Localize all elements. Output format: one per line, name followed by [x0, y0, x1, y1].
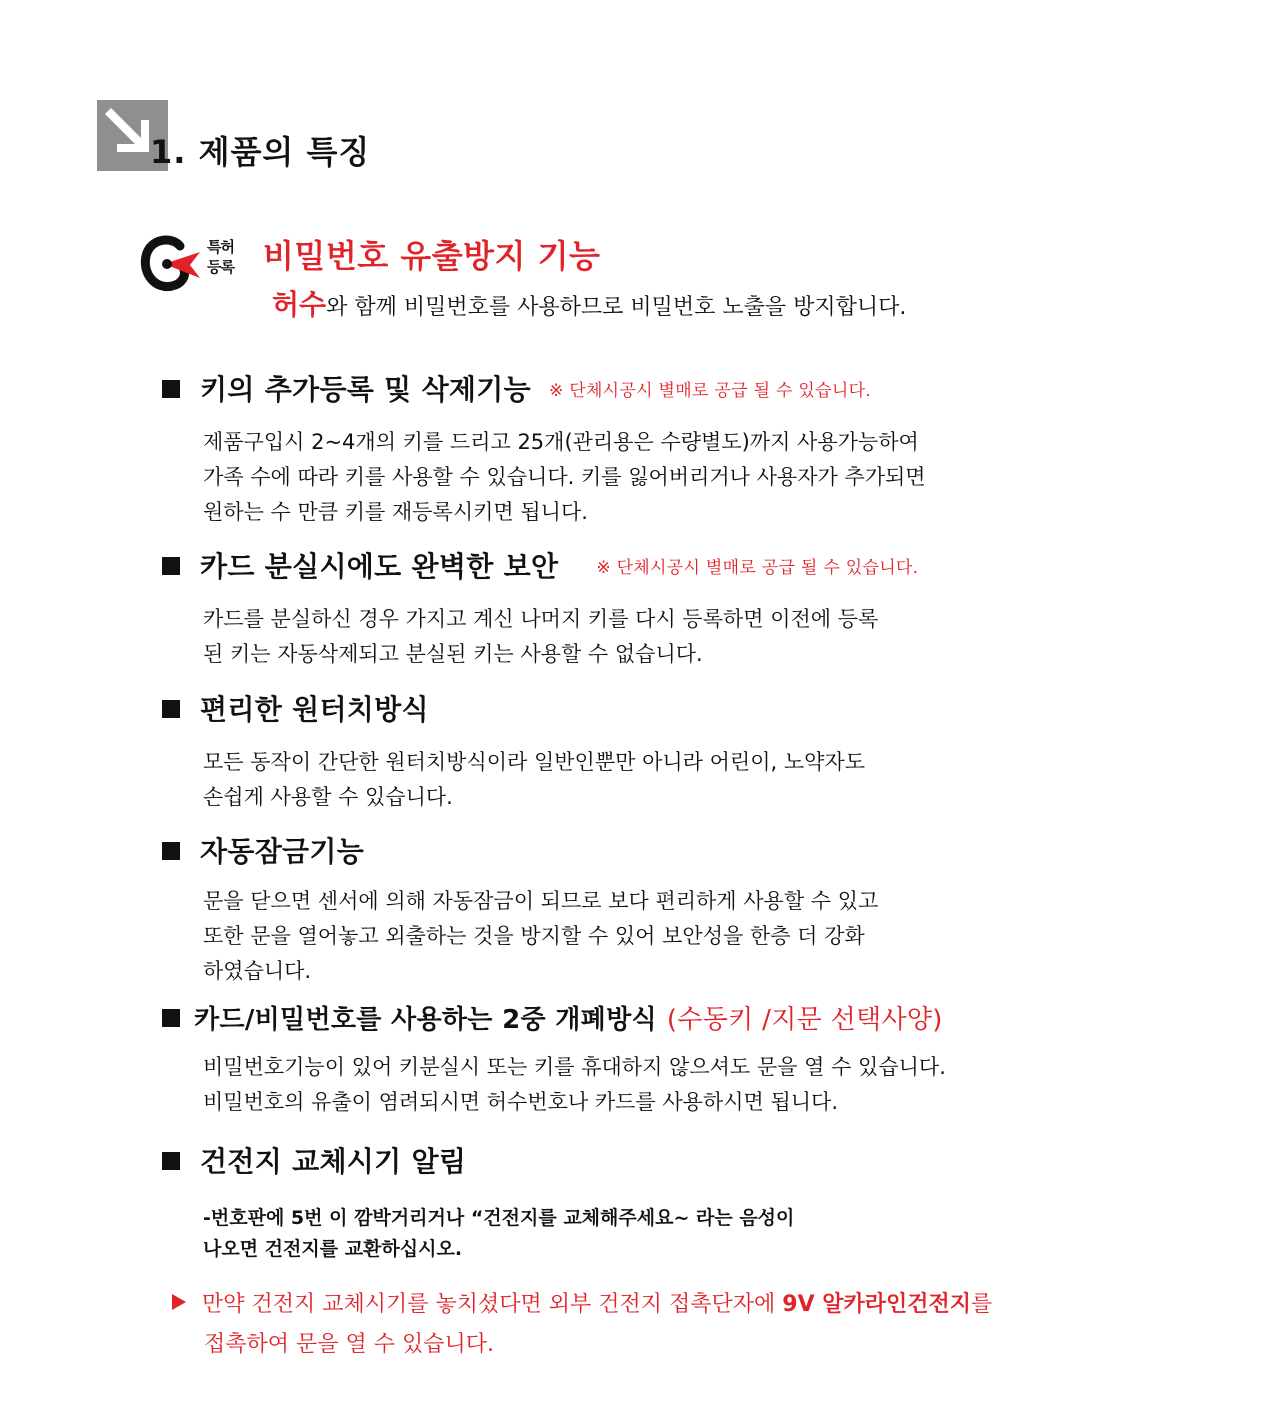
section-title: 카드/비밀번호를 사용하는 2중 개폐방식	[194, 1005, 657, 1035]
warning-text: 접촉하여 문을 열 수 있습니다.	[204, 1332, 494, 1357]
square-bullet-icon	[162, 557, 180, 575]
body-line: 원하는 수 만큼 키를 재등록시키면 됩니다.	[203, 500, 588, 524]
body-line: 하였습니다.	[203, 959, 312, 983]
patent-desc-text: 와 함께 비밀번호를 사용하므로 비밀번호 노출을 방지합니다.	[326, 295, 907, 320]
body-line: -번호판에 5번 이 깜박거리거나 “건전지를 교체해주세요~ 라는 음성이	[203, 1207, 795, 1229]
body-line: 된 키는 자동삭제되고 분실된 키는 사용할 수 없습니다.	[203, 642, 703, 666]
section-body	[203, 1203, 794, 1265]
patent-feature-desc	[272, 285, 906, 328]
section-heading	[162, 690, 429, 730]
section-title: 편리한 원터치방식	[200, 693, 429, 726]
section-heading	[162, 547, 918, 588]
section-title: 건전지 교체시기 알림	[200, 1145, 467, 1178]
section-heading	[162, 1142, 466, 1182]
warning-text: 만약 건전지 교체시기를 놓치셨다면 외부 건전지 접촉단자에	[202, 1292, 783, 1317]
section-note: ※ 단체시공시 별매로 공급 될 수 있습니다.	[596, 558, 919, 578]
patent-seal-icon	[140, 234, 202, 294]
section-heading	[162, 370, 871, 411]
warning-line	[172, 1285, 992, 1325]
section-body	[203, 425, 926, 530]
section-heading	[162, 1000, 943, 1040]
body-line: 비밀번호의 유출이 염려되시면 허수번호나 카드를 사용하시면 됩니다.	[203, 1090, 839, 1114]
section-title: 카드 분실시에도 완벽한 보안	[200, 550, 559, 583]
section-title: 키의 추가등록 및 삭제기능	[200, 373, 531, 406]
section-heading	[162, 832, 364, 872]
section-body	[203, 745, 865, 815]
warning-text: 를	[971, 1292, 993, 1317]
body-line: 제품구입시 2~4개의 키를 드리고 25개(관리용은 수량별도)까지 사용가능하여	[203, 430, 919, 454]
patent-seal-line2: 등록	[207, 258, 234, 276]
section-title: 자동잠금기능	[200, 835, 365, 868]
square-bullet-icon	[162, 1009, 180, 1027]
patent-seal-line1: 특허	[207, 238, 234, 256]
body-line: 가족 수에 따라 키를 사용할 수 있습니다. 키를 잃어버리거나 사용자가 추가되면	[203, 465, 926, 489]
triangle-bullet-icon	[172, 1294, 186, 1310]
highlight-word: 허수	[272, 288, 327, 321]
square-bullet-icon	[162, 380, 180, 398]
section-option: (수동키 /지문 선택사양)	[666, 1005, 943, 1035]
square-bullet-icon	[162, 700, 180, 718]
battery-warning	[172, 1285, 992, 1365]
section-note: ※ 단체시공시 별매로 공급 될 수 있습니다.	[548, 381, 872, 401]
body-line: 비밀번호기능이 있어 키분실시 또는 키를 휴대하지 않으셔도 문을 열 수 있습니다.	[203, 1055, 946, 1079]
body-line: 또한 문을 열어놓고 외출하는 것을 방지할 수 있어 보안성을 한층 더 강화	[203, 924, 865, 948]
body-line: 손쉽게 사용할 수 있습니다.	[203, 785, 453, 809]
body-line: 나오면 건전지를 교환하십시오.	[203, 1238, 463, 1260]
warning-emphasis: 9V 알카라인건전지	[782, 1292, 972, 1317]
page-title: 1. 제품의 특징	[150, 133, 371, 171]
body-line: 문을 닫으면 센서에 의해 자동잠금이 되므로 보다 편리하게 사용할 수 있고	[203, 889, 879, 913]
section-body	[203, 884, 878, 989]
body-line: 카드를 분실하신 경우 가지고 계신 나머지 키를 다시 등록하면 이전에 등록	[203, 607, 879, 631]
body-line: 모든 동작이 간단한 원터치방식이라 일반인뿐만 아니라 어린이, 노약자도	[203, 750, 865, 774]
section-body	[203, 602, 878, 672]
patent-seal-label	[207, 237, 257, 277]
square-bullet-icon	[162, 1152, 180, 1170]
patent-feature-title: 비밀번호 유출방지 기능	[263, 237, 601, 275]
square-bullet-icon	[162, 842, 180, 860]
section-body	[203, 1050, 946, 1120]
